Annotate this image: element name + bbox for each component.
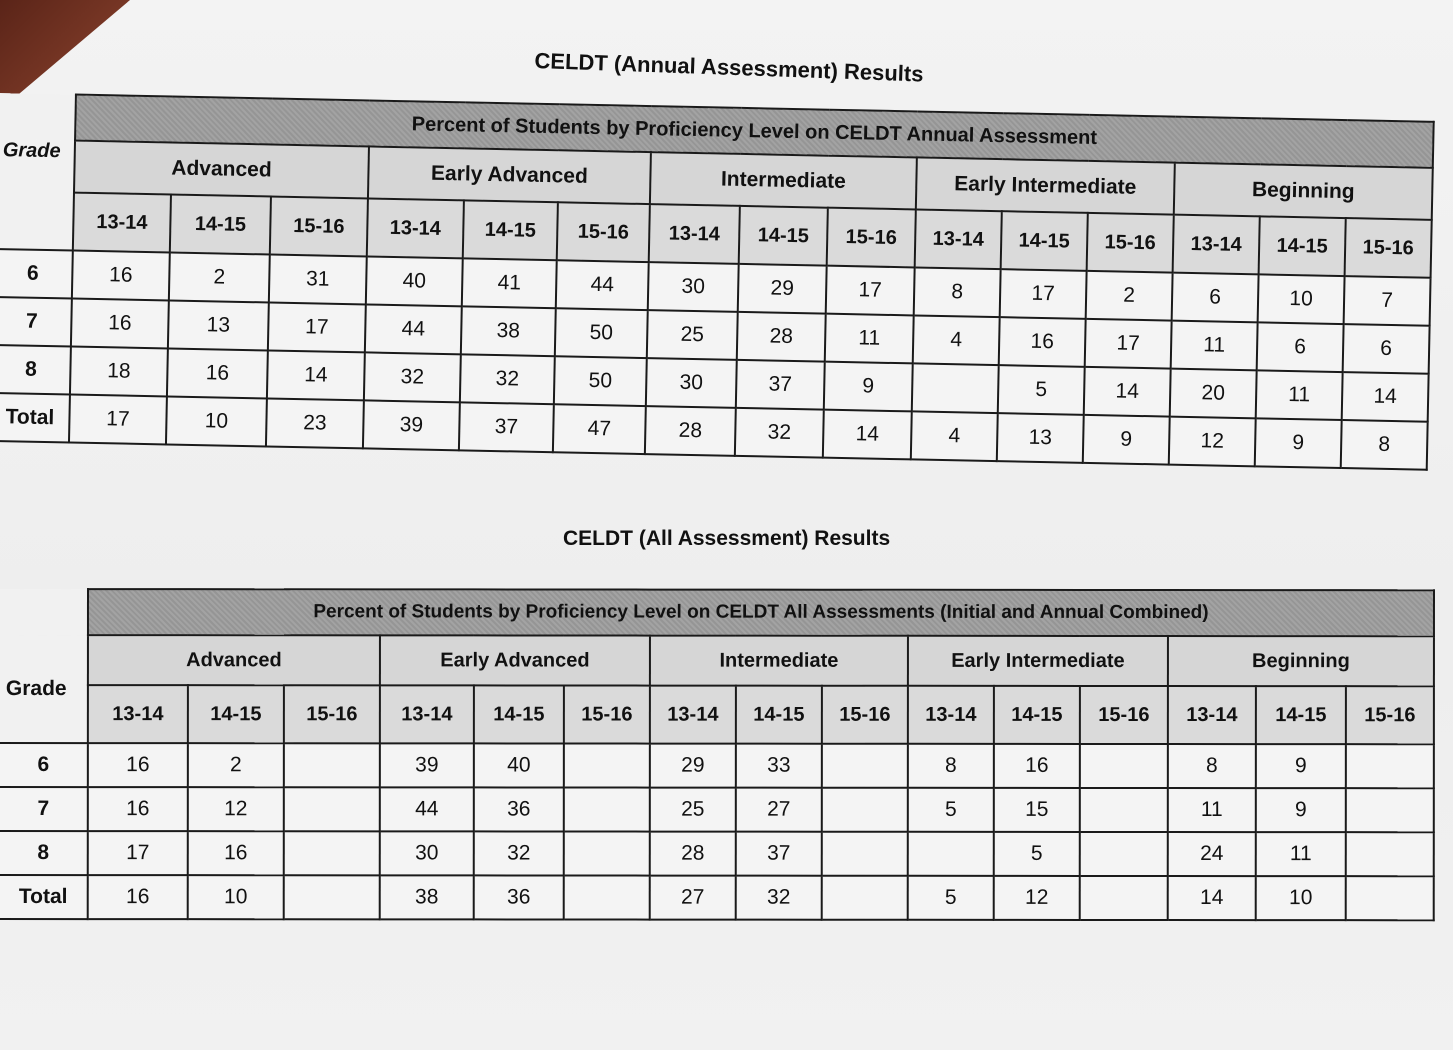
level-header-advanced: Advanced — [88, 635, 380, 685]
year-header: 15-16 — [1087, 213, 1174, 273]
grade-cell: 6 — [0, 743, 88, 787]
year-header: 14-15 — [994, 686, 1080, 744]
value-cell: 44 — [380, 787, 474, 831]
grade-cell: 7 — [0, 297, 72, 347]
value-cell: 10 — [1258, 274, 1345, 324]
value-cell: 16 — [999, 317, 1086, 367]
table-banner: Percent of Students by Proficiency Level on CELDT All Assessments (Initial and Annual Combined) — [88, 589, 1434, 636]
value-cell: 12 — [994, 876, 1080, 920]
level-header-advanced: Advanced — [74, 141, 369, 199]
value-cell: 17 — [1000, 269, 1087, 319]
value-cell — [1346, 832, 1434, 876]
value-cell: 16 — [994, 744, 1080, 788]
value-cell: 37 — [736, 832, 822, 876]
value-cell: 16 — [88, 787, 188, 831]
value-cell — [822, 876, 908, 920]
year-header: 13-14 — [649, 204, 740, 264]
value-cell: 17 — [268, 302, 366, 352]
value-cell — [912, 363, 999, 413]
year-header: 14-15 — [1259, 216, 1346, 276]
level-header-beginning: Beginning — [1168, 636, 1434, 686]
year-header: 14-15 — [474, 685, 564, 743]
value-cell: 5 — [998, 365, 1085, 415]
all-results-table — [0, 588, 1435, 921]
value-cell: 41 — [462, 258, 557, 308]
value-cell — [284, 743, 380, 787]
value-cell: 28 — [645, 406, 736, 456]
year-header: 14-15 — [736, 686, 822, 744]
value-cell — [284, 875, 380, 919]
value-cell: 2 — [169, 252, 270, 302]
annual-results-table-wrap — [0, 92, 1435, 471]
year-header: 13-14 — [73, 193, 171, 253]
grade-cell: Total — [0, 875, 88, 919]
table-row — [0, 743, 1434, 788]
value-cell: 12 — [1169, 417, 1256, 467]
level-header-early-advanced: Early Advanced — [368, 146, 651, 204]
value-cell: 25 — [647, 310, 738, 360]
value-cell: 8 — [1341, 420, 1428, 470]
year-header: 13-14 — [915, 209, 1002, 269]
value-cell: 44 — [556, 260, 649, 310]
value-cell: 16 — [71, 299, 169, 349]
value-cell: 32 — [460, 354, 555, 404]
all-results-table-wrap — [0, 588, 1435, 921]
all-results-title: CELDT (All Assessment) Results — [563, 527, 891, 550]
year-header: 13-14 — [380, 685, 474, 743]
value-cell: 33 — [736, 744, 822, 788]
value-cell: 31 — [269, 254, 367, 304]
value-cell — [1346, 876, 1434, 920]
table-banner: Percent of Students by Proficiency Level on CELDT Annual Assessment — [75, 95, 1434, 168]
value-cell: 9 — [1255, 418, 1342, 468]
value-cell — [564, 831, 650, 875]
value-cell — [284, 831, 380, 875]
level-header-early-advanced: Early Advanced — [380, 635, 650, 685]
value-cell: 2 — [1086, 271, 1173, 321]
level-header-intermediate: Intermediate — [650, 636, 908, 686]
value-cell: 11 — [1168, 788, 1256, 832]
value-cell — [564, 875, 650, 919]
year-header: 13-14 — [367, 198, 464, 258]
value-cell: 30 — [380, 831, 474, 875]
value-cell: 10 — [1256, 876, 1346, 920]
value-cell: 6 — [1257, 322, 1344, 372]
level-header-early-intermediate: Early Intermediate — [916, 157, 1175, 214]
value-cell: 17 — [1085, 319, 1172, 369]
value-cell — [1346, 744, 1434, 788]
value-cell — [1080, 876, 1168, 920]
empty-corner-cell — [0, 589, 88, 635]
value-cell: 25 — [650, 788, 736, 832]
value-cell: 11 — [1171, 321, 1258, 371]
value-cell: 40 — [366, 256, 463, 306]
value-cell — [1080, 744, 1168, 788]
value-cell: 5 — [994, 832, 1080, 876]
value-cell: 16 — [88, 743, 188, 787]
value-cell — [284, 787, 380, 831]
value-cell: 13 — [997, 413, 1084, 463]
value-cell — [1346, 788, 1434, 832]
value-cell: 39 — [380, 743, 474, 787]
value-cell: 9 — [1256, 744, 1346, 788]
value-cell: 10 — [188, 875, 284, 919]
year-header: 14-15 — [739, 206, 828, 266]
year-header: 15-16 — [1080, 686, 1168, 744]
value-cell: 6 — [1172, 273, 1259, 323]
value-cell: 8 — [908, 744, 994, 788]
value-cell: 11 — [1256, 832, 1346, 876]
year-header: 14-15 — [1001, 211, 1088, 271]
grade-cell: Total — [0, 393, 70, 443]
value-cell: 12 — [188, 787, 284, 831]
value-cell: 14 — [823, 410, 912, 460]
year-header: 15-16 — [270, 196, 368, 256]
value-cell: 11 — [1256, 370, 1343, 420]
value-cell: 6 — [1343, 324, 1430, 374]
value-cell: 8 — [914, 267, 1001, 317]
value-cell: 17 — [826, 266, 915, 316]
value-cell: 14 — [1168, 876, 1256, 920]
value-cell: 29 — [650, 744, 736, 788]
value-cell: 29 — [738, 264, 827, 314]
grade-cell: 8 — [0, 345, 71, 395]
annual-results-title: CELDT (Annual Assessment) Results — [534, 48, 924, 87]
value-cell: 20 — [1170, 369, 1257, 419]
grade-column-header: Grade — [0, 635, 88, 743]
year-header: 13-14 — [1168, 686, 1256, 744]
value-cell: 9 — [824, 362, 913, 412]
empty-corner-cell — [0, 93, 76, 141]
year-header: 15-16 — [557, 202, 650, 262]
value-cell: 28 — [737, 312, 826, 362]
year-header: 13-14 — [908, 686, 994, 744]
year-header: 14-15 — [463, 200, 558, 260]
value-cell: 14 — [1084, 367, 1171, 417]
grade-cell: 6 — [0, 249, 73, 299]
level-header-intermediate: Intermediate — [650, 152, 917, 209]
value-cell: 40 — [474, 743, 564, 787]
value-cell — [1080, 788, 1168, 832]
value-cell: 5 — [908, 876, 994, 920]
value-cell: 15 — [994, 788, 1080, 832]
value-cell: 16 — [88, 875, 188, 919]
value-cell — [908, 832, 994, 876]
value-cell: 50 — [555, 308, 648, 358]
value-cell: 38 — [380, 875, 474, 919]
value-cell: 5 — [908, 788, 994, 832]
year-header: 15-16 — [1345, 218, 1432, 278]
year-header: 14-15 — [188, 685, 284, 743]
value-cell: 36 — [474, 787, 564, 831]
value-cell: 36 — [474, 875, 564, 919]
value-cell: 4 — [913, 315, 1000, 365]
value-cell: 8 — [1168, 744, 1256, 788]
value-cell: 14 — [1342, 372, 1429, 422]
value-cell: 38 — [461, 306, 556, 356]
value-cell: 28 — [650, 832, 736, 876]
value-cell — [564, 787, 650, 831]
value-cell: 47 — [553, 404, 646, 454]
value-cell: 2 — [188, 743, 284, 787]
year-header: 15-16 — [1346, 686, 1434, 744]
value-cell — [822, 788, 908, 832]
year-header: 15-16 — [822, 686, 908, 744]
value-cell: 9 — [1083, 415, 1170, 465]
value-cell: 16 — [188, 831, 284, 875]
year-header: 14-15 — [170, 194, 271, 254]
annual-results-table — [0, 92, 1435, 471]
value-cell: 11 — [825, 314, 914, 364]
value-cell: 27 — [650, 876, 736, 920]
year-header: 15-16 — [564, 685, 650, 743]
year-header: 15-16 — [284, 685, 380, 743]
value-cell: 27 — [736, 788, 822, 832]
table-row — [0, 831, 1434, 876]
year-header: 13-14 — [88, 685, 188, 743]
value-cell: 7 — [1344, 276, 1431, 326]
value-cell: 17 — [88, 831, 188, 875]
value-cell: 44 — [365, 304, 462, 354]
value-cell: 17 — [69, 395, 167, 445]
value-cell: 30 — [646, 358, 737, 408]
year-header: 13-14 — [1173, 215, 1260, 275]
value-cell: 30 — [648, 262, 739, 312]
table-row — [0, 787, 1434, 832]
year-header: 15-16 — [827, 208, 916, 268]
value-cell: 39 — [363, 400, 460, 450]
table-row — [0, 875, 1434, 920]
value-cell — [564, 743, 650, 787]
value-cell: 32 — [736, 876, 822, 920]
value-cell: 32 — [474, 831, 564, 875]
value-cell: 50 — [554, 356, 647, 406]
value-cell — [1080, 832, 1168, 876]
value-cell: 14 — [267, 350, 365, 400]
value-cell: 37 — [459, 402, 554, 452]
value-cell: 32 — [735, 408, 824, 458]
level-header-beginning: Beginning — [1174, 163, 1433, 220]
value-cell: 32 — [364, 352, 461, 402]
value-cell — [822, 832, 908, 876]
value-cell: 10 — [166, 396, 267, 446]
value-cell: 13 — [168, 300, 269, 350]
value-cell — [822, 744, 908, 788]
year-header: 14-15 — [1256, 686, 1346, 744]
value-cell: 18 — [70, 347, 168, 397]
year-header: 13-14 — [650, 686, 736, 744]
grade-cell: 8 — [0, 831, 88, 875]
value-cell: 4 — [911, 411, 998, 461]
value-cell: 16 — [72, 251, 170, 301]
value-cell: 37 — [736, 360, 825, 410]
value-cell: 23 — [266, 398, 364, 448]
grade-cell: 7 — [0, 787, 88, 831]
value-cell: 24 — [1168, 832, 1256, 876]
value-cell: 9 — [1256, 788, 1346, 832]
grade-column-header: Grade — [0, 139, 75, 251]
level-header-early-intermediate: Early Intermediate — [908, 636, 1168, 686]
value-cell: 16 — [167, 348, 268, 398]
